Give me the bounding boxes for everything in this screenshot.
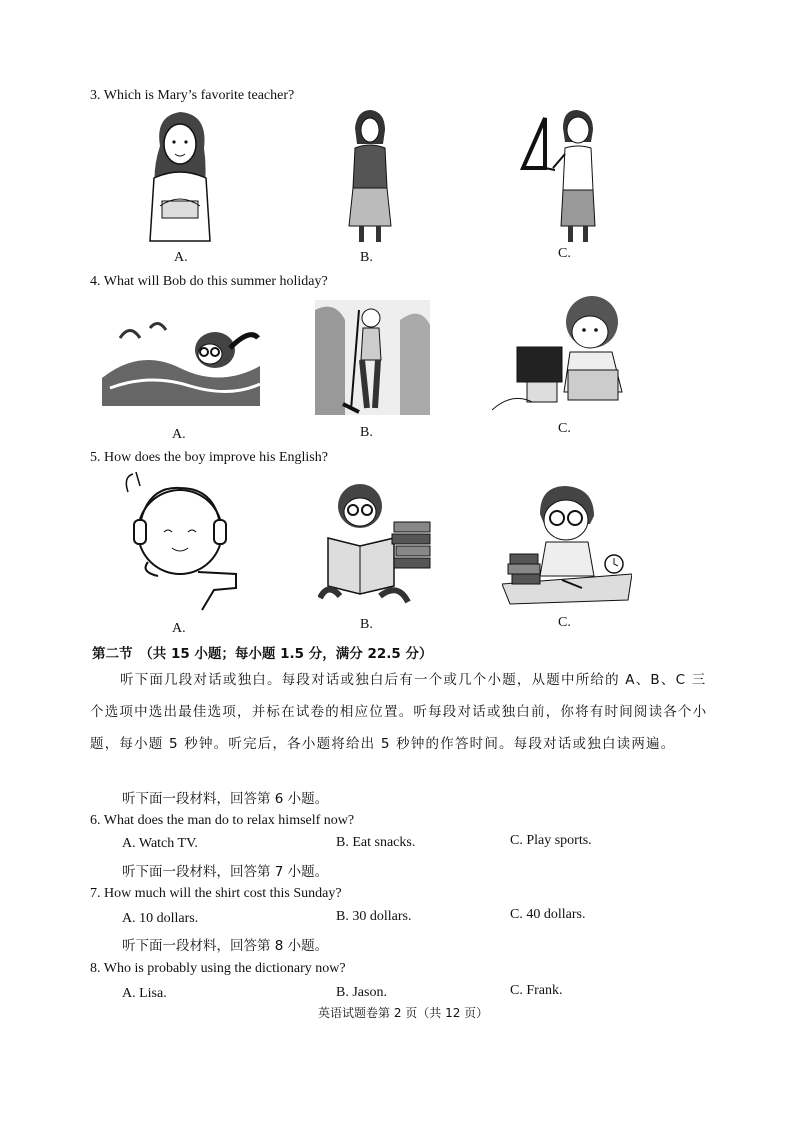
q5-option-a[interactable]: A.	[172, 621, 186, 636]
man-sweeping-icon	[315, 300, 430, 415]
q3-option-a[interactable]: A.	[174, 250, 188, 265]
question-4: 4. What will Bob do this summer holiday?	[90, 274, 328, 289]
q4-option-c[interactable]: C.	[558, 421, 571, 436]
section-2-instructions: 听下面几段对话或独白。每段对话或独白后有一个或几个小题，从题中所给的 A、B、C 三个选项中选出最佳选项，并标在试卷的相应位置。听每段对话或独白前，你将有时间阅读各个小题，每小题 5 秒钟。听完后，各小题将给出 5 秒钟的作答时间。每段对话或独白读两遍。	[90, 672, 708, 752]
question-6: 6. What does the man do to relax himself now?	[90, 813, 355, 828]
teacher-triangle-ruler-icon	[515, 108, 610, 248]
q4-option-a[interactable]: A.	[172, 427, 186, 442]
section-2-title: 第二节 （共 15 小题；每小题 1.5 分，满分 22.5 分）	[92, 646, 433, 662]
boy-watching-tv-icon	[492, 292, 632, 412]
q4-option-b[interactable]: B.	[360, 425, 373, 440]
question-8: 8. Who is probably using the dictionary now?	[90, 961, 346, 976]
q5-option-b[interactable]: B.	[360, 617, 373, 632]
question-7: 7. How much will the shirt cost this Sunday?	[90, 886, 342, 901]
q6-option-b[interactable]: B. Eat snacks.	[336, 835, 416, 850]
q7-option-b[interactable]: B. 30 dollars.	[336, 909, 412, 924]
q7-option-c[interactable]: C. 40 dollars.	[510, 907, 586, 922]
q6-option-c[interactable]: C. Play sports.	[510, 833, 592, 848]
q8-option-a[interactable]: A. Lisa.	[122, 986, 167, 1001]
q3-option-b[interactable]: B.	[360, 250, 373, 265]
q5-option-c[interactable]: C.	[558, 615, 571, 630]
question-3: 3. Which is Mary’s favorite teacher?	[90, 88, 295, 103]
woman-dress-icon	[345, 108, 395, 246]
swimmer-icon	[100, 318, 265, 408]
q3-option-c[interactable]: C.	[558, 246, 571, 261]
listen-instruction-6: 听下面一段材料，回答第 6 小题。	[122, 791, 329, 807]
boy-studying-desk-icon	[502, 480, 632, 610]
q8-option-b[interactable]: B. Jason.	[336, 985, 387, 1000]
listen-instruction-8: 听下面一段材料，回答第 8 小题。	[122, 938, 329, 954]
boy-headphones-icon	[118, 472, 238, 612]
q6-option-a[interactable]: A. Watch TV.	[122, 836, 198, 851]
question-5: 5. How does the boy improve his English?	[90, 450, 328, 465]
listen-instruction-7: 听下面一段材料，回答第 7 小题。	[122, 864, 329, 880]
q8-option-c[interactable]: C. Frank.	[510, 983, 563, 998]
boy-reading-books-icon	[318, 478, 433, 608]
woman-long-hair-icon	[140, 106, 220, 246]
q7-option-a[interactable]: A. 10 dollars.	[122, 911, 199, 926]
page-footer: 英语试题卷第 2 页（共 12 页）	[318, 1006, 489, 1020]
